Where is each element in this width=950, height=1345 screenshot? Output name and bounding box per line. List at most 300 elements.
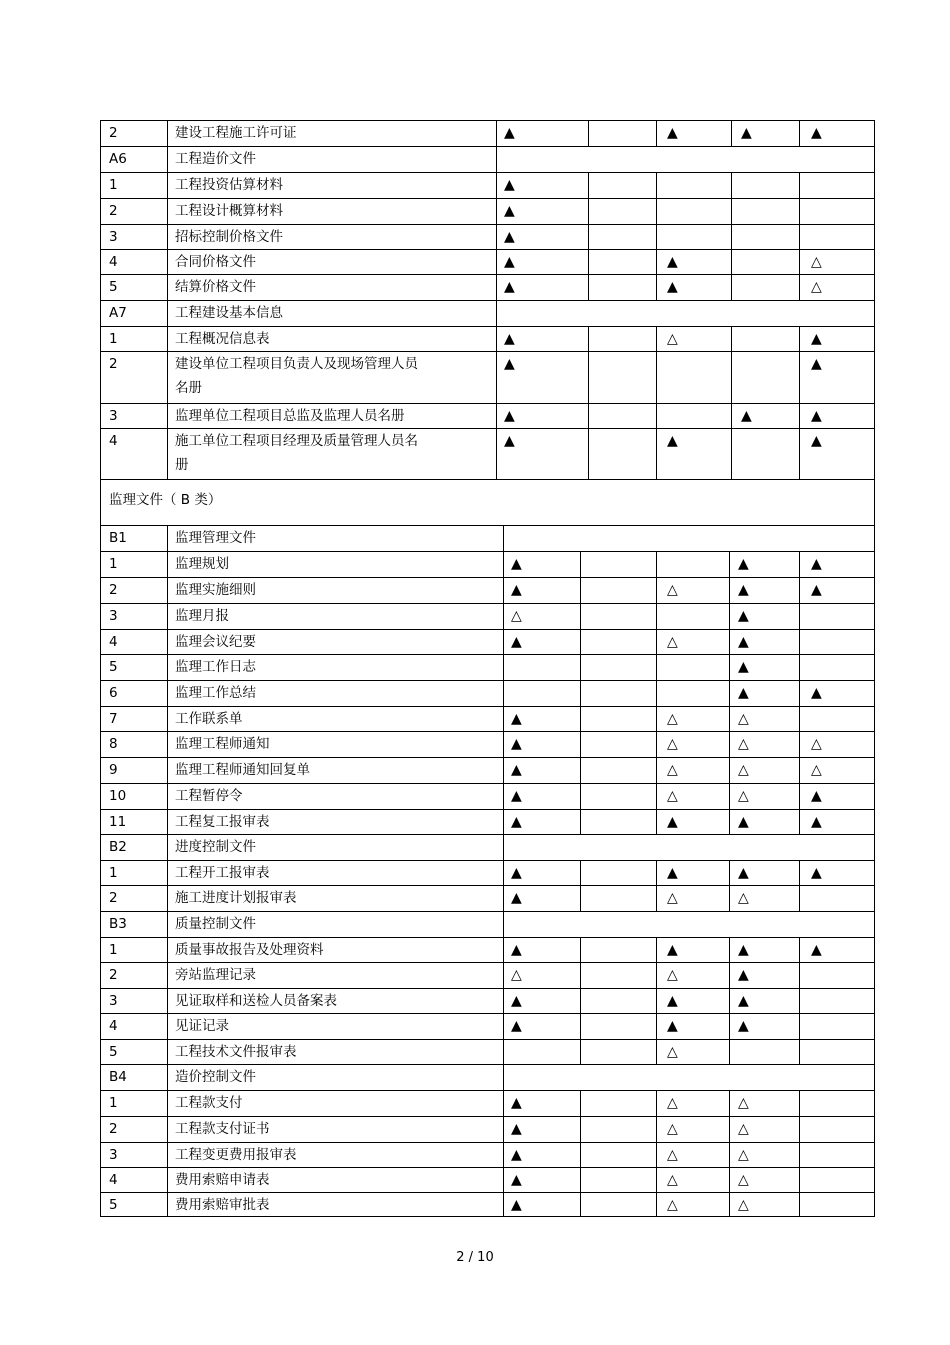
column-divider xyxy=(656,578,657,603)
table-row xyxy=(100,1039,875,1064)
filled-triangle-icon: ▲ xyxy=(511,1018,522,1034)
filled-triangle-icon: ▲ xyxy=(738,865,749,881)
column-divider xyxy=(503,681,504,706)
column-divider xyxy=(656,732,657,757)
document-name: 工作联系单 xyxy=(175,711,243,727)
column-divider xyxy=(580,1168,581,1192)
column-divider xyxy=(799,784,800,809)
column-divider xyxy=(729,1168,730,1192)
document-name: 施工单位工程项目经理及质量管理人员名 册 xyxy=(175,433,418,473)
column-divider xyxy=(729,1193,730,1216)
column-divider xyxy=(799,861,800,885)
column-divider xyxy=(588,199,589,224)
hollow-triangle-icon: △ xyxy=(811,762,822,778)
column-divider xyxy=(496,275,497,300)
column-divider xyxy=(656,989,657,1013)
column-divider xyxy=(656,707,657,731)
row-number: 10 xyxy=(109,788,127,804)
hollow-triangle-icon: △ xyxy=(667,967,678,983)
row-number: 4 xyxy=(109,634,118,650)
column-divider xyxy=(656,1040,657,1064)
column-divider xyxy=(503,604,504,629)
row-number: 3 xyxy=(109,1147,118,1163)
row-number: 2 xyxy=(109,967,118,983)
column-divider xyxy=(799,707,800,731)
column-divider xyxy=(503,963,504,988)
filled-triangle-icon: ▲ xyxy=(511,1095,522,1111)
table-row xyxy=(100,224,875,249)
hollow-triangle-icon: △ xyxy=(811,736,822,752)
column-divider xyxy=(656,250,657,274)
filled-triangle-icon: ▲ xyxy=(738,556,749,572)
column-divider xyxy=(729,963,730,988)
document-name: 工程建设基本信息 xyxy=(175,305,283,321)
group-header-row xyxy=(100,911,875,937)
column-divider xyxy=(799,758,800,783)
table-row xyxy=(100,1142,875,1167)
row-number: 2 xyxy=(109,125,118,141)
column-divider xyxy=(580,784,581,809)
filled-triangle-icon: ▲ xyxy=(667,865,678,881)
hollow-triangle-icon: △ xyxy=(738,762,749,778)
column-divider xyxy=(729,578,730,603)
filled-triangle-icon: ▲ xyxy=(811,408,822,424)
document-name: 结算价格文件 xyxy=(175,279,256,295)
column-divider xyxy=(729,938,730,962)
table-row xyxy=(100,551,875,577)
document-name: 工程暂停令 xyxy=(175,788,243,804)
column-divider xyxy=(729,681,730,706)
column-divider xyxy=(729,886,730,911)
filled-triangle-icon: ▲ xyxy=(504,203,515,219)
document-name: 工程设计概算材料 xyxy=(175,203,283,219)
group-header-row xyxy=(100,834,875,860)
table-row xyxy=(100,120,875,146)
archive-table xyxy=(100,120,875,1217)
column-divider xyxy=(729,1040,730,1064)
column-divider xyxy=(729,604,730,629)
hollow-triangle-icon: △ xyxy=(811,254,822,270)
column-divider xyxy=(588,173,589,198)
column-divider xyxy=(588,250,589,274)
column-divider xyxy=(731,173,732,198)
column-divider xyxy=(656,1117,657,1142)
column-divider xyxy=(580,861,581,885)
column-divider xyxy=(503,886,504,911)
document-name: 工程造价文件 xyxy=(175,151,256,167)
document-name: 旁站监理记录 xyxy=(175,967,256,983)
hollow-triangle-icon: △ xyxy=(667,890,678,906)
column-divider xyxy=(731,404,732,428)
filled-triangle-icon: ▲ xyxy=(511,993,522,1009)
column-divider xyxy=(729,1143,730,1167)
column-divider xyxy=(503,989,504,1013)
row-number: 3 xyxy=(109,608,118,624)
document-name: 监理会议纪要 xyxy=(175,634,256,650)
filled-triangle-icon: ▲ xyxy=(811,356,822,372)
column-divider xyxy=(729,810,730,834)
document-name: 监理月报 xyxy=(175,608,229,624)
column-divider xyxy=(799,275,800,300)
document-name: 工程款支付证书 xyxy=(175,1121,270,1137)
column-divider xyxy=(496,250,497,274)
column-divider xyxy=(656,963,657,988)
column-divider xyxy=(580,886,581,911)
column-divider xyxy=(799,1168,800,1192)
filled-triangle-icon: ▲ xyxy=(667,993,678,1009)
document-name: 建设单位工程项目负责人及现场管理人员 名册 xyxy=(175,356,418,396)
document-name: 建设工程施工许可证 xyxy=(175,125,297,141)
document-name: 监理管理文件 xyxy=(175,530,256,546)
filled-triangle-icon: ▲ xyxy=(738,685,749,701)
row-number: 1 xyxy=(109,556,118,572)
column-divider xyxy=(656,758,657,783)
column-divider xyxy=(799,121,800,146)
column-divider xyxy=(580,938,581,962)
row-number: 3 xyxy=(109,229,118,245)
hollow-triangle-icon: △ xyxy=(511,608,522,624)
table-row xyxy=(100,706,875,731)
column-divider xyxy=(656,1091,657,1116)
column-divider xyxy=(656,604,657,629)
column-divider xyxy=(503,707,504,731)
column-divider xyxy=(731,121,732,146)
row-number: 2 xyxy=(109,356,118,372)
filled-triangle-icon: ▲ xyxy=(504,331,515,347)
row-number: B4 xyxy=(109,1069,127,1085)
table-row xyxy=(100,731,875,757)
column-divider xyxy=(503,578,504,603)
column-divider xyxy=(503,552,504,577)
filled-triangle-icon: ▲ xyxy=(504,279,515,295)
filled-triangle-icon: ▲ xyxy=(738,582,749,598)
table-row xyxy=(100,351,875,403)
table-row xyxy=(100,962,875,988)
filled-triangle-icon: ▲ xyxy=(511,814,522,830)
hollow-triangle-icon: △ xyxy=(738,1147,749,1163)
column-divider xyxy=(799,429,800,479)
table-row xyxy=(100,757,875,783)
column-divider xyxy=(503,835,504,860)
table-row xyxy=(100,198,875,224)
row-number: 8 xyxy=(109,736,118,752)
row-number: A7 xyxy=(109,305,127,321)
filled-triangle-icon: ▲ xyxy=(811,685,822,701)
group-header-row xyxy=(100,525,875,551)
column-divider xyxy=(799,1091,800,1116)
column-divider xyxy=(799,173,800,198)
column-divider xyxy=(580,1091,581,1116)
column-divider xyxy=(799,810,800,834)
row-number: 2 xyxy=(109,582,118,598)
table-row xyxy=(100,783,875,809)
column-divider xyxy=(656,1193,657,1216)
table-row xyxy=(100,1116,875,1142)
column-divider xyxy=(588,404,589,428)
row-number: 4 xyxy=(109,433,118,449)
table-row xyxy=(100,249,875,274)
filled-triangle-icon: ▲ xyxy=(738,659,749,675)
hollow-triangle-icon: △ xyxy=(738,788,749,804)
hollow-triangle-icon: △ xyxy=(738,1172,749,1188)
filled-triangle-icon: ▲ xyxy=(811,433,822,449)
column-divider xyxy=(503,526,504,551)
group-header-row xyxy=(100,300,875,326)
hollow-triangle-icon: △ xyxy=(738,711,749,727)
column-divider xyxy=(503,784,504,809)
row-number: 1 xyxy=(109,942,118,958)
filled-triangle-icon: ▲ xyxy=(504,408,515,424)
filled-triangle-icon: ▲ xyxy=(504,177,515,193)
column-divider xyxy=(656,630,657,654)
hollow-triangle-icon: △ xyxy=(667,1044,678,1060)
column-divider xyxy=(580,707,581,731)
column-divider xyxy=(799,1193,800,1216)
document-name: 监理实施细则 xyxy=(175,582,256,598)
column-divider xyxy=(729,707,730,731)
column-divider xyxy=(656,886,657,911)
column-divider xyxy=(799,327,800,351)
document-name: 质量控制文件 xyxy=(175,916,256,932)
document-name: 监理工作日志 xyxy=(175,659,256,675)
row-number: 1 xyxy=(109,177,118,193)
document-name: 工程款支付 xyxy=(175,1095,243,1111)
group-header-row xyxy=(100,1064,875,1090)
filled-triangle-icon: ▲ xyxy=(811,865,822,881)
column-divider xyxy=(496,121,497,146)
row-number: 4 xyxy=(109,1018,118,1034)
column-divider xyxy=(656,552,657,577)
filled-triangle-icon: ▲ xyxy=(811,331,822,347)
column-divider xyxy=(588,121,589,146)
column-divider xyxy=(580,630,581,654)
column-divider xyxy=(799,989,800,1013)
column-divider xyxy=(580,681,581,706)
column-divider xyxy=(580,1014,581,1039)
row-number: 7 xyxy=(109,711,118,727)
table-row xyxy=(100,1167,875,1192)
filled-triangle-icon: ▲ xyxy=(504,433,515,449)
document-name: 监理工程师通知回复单 xyxy=(175,762,310,778)
hollow-triangle-icon: △ xyxy=(667,788,678,804)
column-divider xyxy=(580,1117,581,1142)
row-number: 5 xyxy=(109,1197,118,1213)
column-divider xyxy=(731,199,732,224)
table-row xyxy=(100,885,875,911)
group-header-row xyxy=(100,146,875,172)
column-divider xyxy=(729,1091,730,1116)
document-name: 工程复工报审表 xyxy=(175,814,270,830)
column-divider xyxy=(496,225,497,249)
row-number: 9 xyxy=(109,762,118,778)
column-divider xyxy=(588,275,589,300)
hollow-triangle-icon: △ xyxy=(667,1147,678,1163)
table-row xyxy=(100,1013,875,1039)
hollow-triangle-icon: △ xyxy=(738,890,749,906)
column-divider xyxy=(496,352,497,403)
document-name: 费用索赔申请表 xyxy=(175,1172,270,1188)
column-divider xyxy=(656,327,657,351)
column-divider xyxy=(503,938,504,962)
filled-triangle-icon: ▲ xyxy=(511,736,522,752)
row-number: 2 xyxy=(109,203,118,219)
document-name: 工程变更费用报审表 xyxy=(175,1147,297,1163)
column-divider xyxy=(799,1117,800,1142)
column-divider xyxy=(580,578,581,603)
column-divider xyxy=(729,1014,730,1039)
document-name: 监理单位工程项目总监及监理人员名册 xyxy=(175,408,405,424)
hollow-triangle-icon: △ xyxy=(667,634,678,650)
column-divider xyxy=(503,861,504,885)
filled-triangle-icon: ▲ xyxy=(738,1018,749,1034)
hollow-triangle-icon: △ xyxy=(811,279,822,295)
filled-triangle-icon: ▲ xyxy=(504,125,515,141)
column-divider xyxy=(799,732,800,757)
column-divider xyxy=(729,861,730,885)
document-name: 工程概况信息表 xyxy=(175,331,270,347)
filled-triangle-icon: ▲ xyxy=(811,942,822,958)
hollow-triangle-icon: △ xyxy=(667,1095,678,1111)
row-number: A6 xyxy=(109,151,127,167)
hollow-triangle-icon: △ xyxy=(667,762,678,778)
row-number: 2 xyxy=(109,890,118,906)
document-name: 见证记录 xyxy=(175,1018,229,1034)
filled-triangle-icon: ▲ xyxy=(511,762,522,778)
column-divider xyxy=(729,784,730,809)
column-divider xyxy=(580,552,581,577)
filled-triangle-icon: ▲ xyxy=(811,582,822,598)
table-row xyxy=(100,603,875,629)
column-divider xyxy=(656,784,657,809)
filled-triangle-icon: ▲ xyxy=(511,788,522,804)
filled-triangle-icon: ▲ xyxy=(511,865,522,881)
column-divider xyxy=(588,225,589,249)
column-divider xyxy=(496,429,497,479)
column-divider xyxy=(580,963,581,988)
column-divider xyxy=(656,810,657,834)
column-divider xyxy=(496,147,497,172)
filled-triangle-icon: ▲ xyxy=(811,788,822,804)
column-divider xyxy=(496,301,497,326)
hollow-triangle-icon: △ xyxy=(667,331,678,347)
table-row xyxy=(100,937,875,962)
column-divider xyxy=(503,1091,504,1116)
hollow-triangle-icon: △ xyxy=(667,711,678,727)
column-divider xyxy=(731,225,732,249)
filled-triangle-icon: ▲ xyxy=(511,711,522,727)
table-row xyxy=(100,403,875,428)
column-divider xyxy=(503,758,504,783)
filled-triangle-icon: ▲ xyxy=(738,993,749,1009)
column-divider xyxy=(656,655,657,680)
filled-triangle-icon: ▲ xyxy=(741,125,752,141)
hollow-triangle-icon: △ xyxy=(738,736,749,752)
column-divider xyxy=(799,1014,800,1039)
column-divider xyxy=(799,199,800,224)
column-divider xyxy=(588,429,589,479)
table-row xyxy=(100,1192,875,1217)
row-number: B1 xyxy=(109,530,127,546)
row-number: 1 xyxy=(109,1095,118,1111)
filled-triangle-icon: ▲ xyxy=(667,814,678,830)
row-number: 11 xyxy=(109,814,127,830)
column-divider xyxy=(580,1040,581,1064)
column-divider xyxy=(729,655,730,680)
filled-triangle-icon: ▲ xyxy=(511,1197,522,1213)
hollow-triangle-icon: △ xyxy=(667,1197,678,1213)
filled-triangle-icon: ▲ xyxy=(741,408,752,424)
column-divider xyxy=(799,404,800,428)
column-divider xyxy=(503,1168,504,1192)
column-divider xyxy=(799,552,800,577)
filled-triangle-icon: ▲ xyxy=(511,634,522,650)
page-number: 2 / 10 xyxy=(456,1250,494,1265)
column-divider xyxy=(731,275,732,300)
filled-triangle-icon: ▲ xyxy=(738,814,749,830)
filled-triangle-icon: ▲ xyxy=(511,582,522,598)
column-divider xyxy=(580,655,581,680)
hollow-triangle-icon: △ xyxy=(738,1095,749,1111)
column-divider xyxy=(503,732,504,757)
row-number: 4 xyxy=(109,254,118,270)
table-row xyxy=(100,860,875,885)
column-divider xyxy=(656,352,657,403)
filled-triangle-icon: ▲ xyxy=(504,356,515,372)
column-divider xyxy=(799,578,800,603)
column-divider xyxy=(729,758,730,783)
column-divider xyxy=(496,404,497,428)
column-divider xyxy=(799,655,800,680)
column-divider xyxy=(656,938,657,962)
column-divider xyxy=(731,250,732,274)
filled-triangle-icon: ▲ xyxy=(667,433,678,449)
table-row xyxy=(100,629,875,654)
column-divider xyxy=(799,886,800,911)
row-number: 3 xyxy=(109,993,118,1009)
column-divider xyxy=(729,989,730,1013)
column-divider xyxy=(731,429,732,479)
column-divider xyxy=(656,1168,657,1192)
table-row xyxy=(100,428,875,479)
column-divider xyxy=(656,1014,657,1039)
row-number: B2 xyxy=(109,839,127,855)
row-number: 4 xyxy=(109,1172,118,1188)
hollow-triangle-icon: △ xyxy=(667,1172,678,1188)
row-number: 5 xyxy=(109,279,118,295)
column-divider xyxy=(580,1143,581,1167)
column-divider xyxy=(656,404,657,428)
column-divider xyxy=(656,199,657,224)
column-divider xyxy=(729,630,730,654)
filled-triangle-icon: ▲ xyxy=(667,1018,678,1034)
column-divider xyxy=(799,604,800,629)
table-row xyxy=(100,1090,875,1116)
hollow-triangle-icon: △ xyxy=(738,1197,749,1213)
filled-triangle-icon: ▲ xyxy=(738,967,749,983)
document-name: 工程投资估算材料 xyxy=(175,177,283,193)
column-divider xyxy=(503,1065,504,1090)
filled-triangle-icon: ▲ xyxy=(511,556,522,572)
column-divider xyxy=(656,861,657,885)
column-divider xyxy=(588,352,589,403)
document-name: 费用索赔审批表 xyxy=(175,1197,270,1213)
filled-triangle-icon: ▲ xyxy=(511,1147,522,1163)
column-divider xyxy=(503,912,504,937)
column-divider xyxy=(580,758,581,783)
column-divider xyxy=(656,173,657,198)
document-name: 监理规划 xyxy=(175,556,229,572)
row-number: 6 xyxy=(109,685,118,701)
